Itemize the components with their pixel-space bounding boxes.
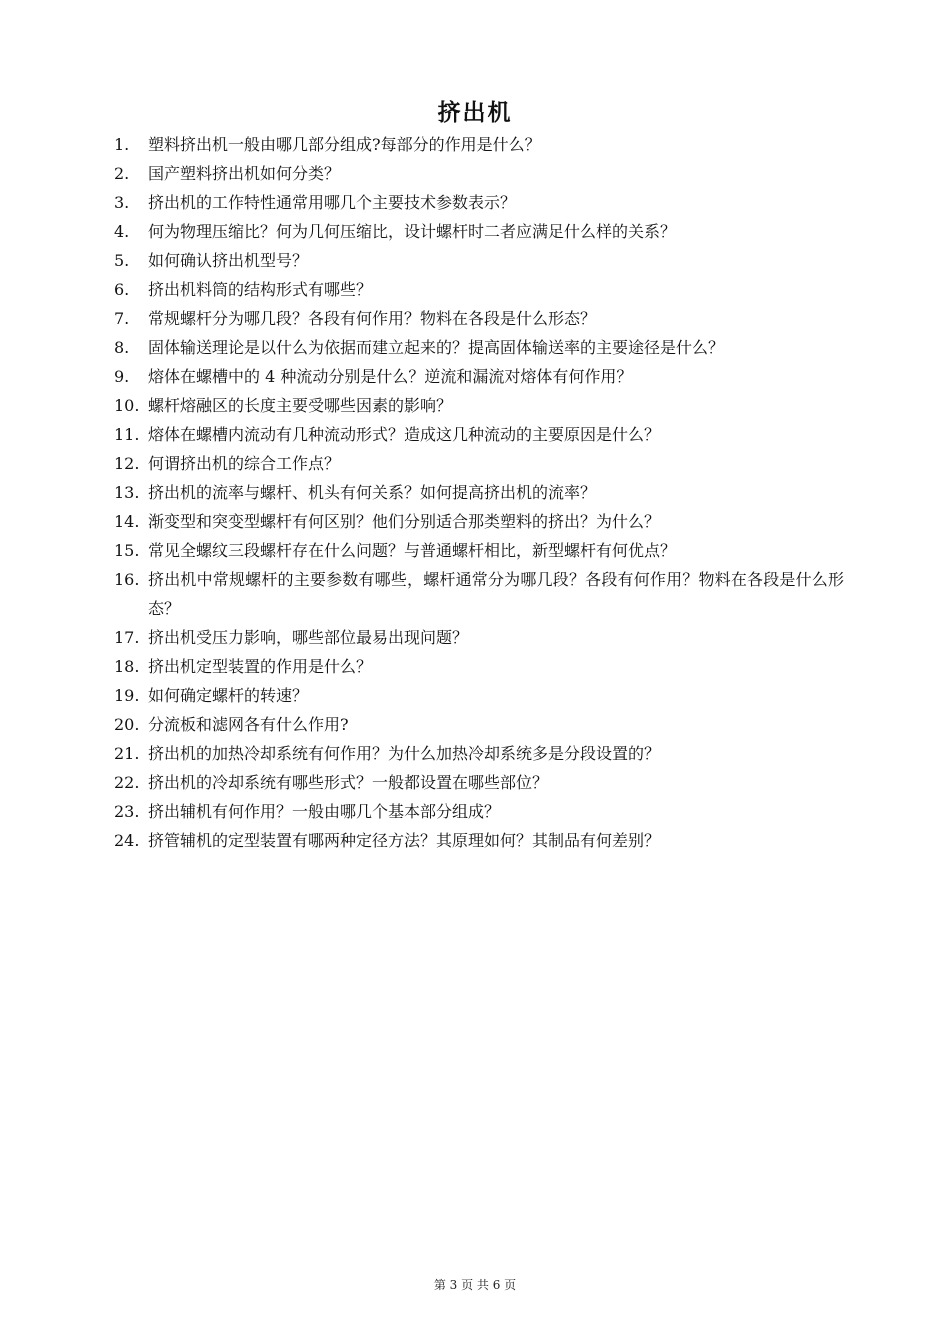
question-item [114, 739, 844, 768]
question-text: 挤出机受压力影响，哪些部位最易出现问题？ [148, 628, 469, 647]
question-item [114, 826, 844, 855]
question-text: 渐变型和突变型螺杆有何区别？他们分别适合那类塑料的挤出？为什么？ [148, 512, 661, 531]
question-text: 塑料挤出机一般由哪几部分组成?每部分的作用是什么？ [148, 135, 541, 154]
question-text: 熔体在螺槽内流动有几种流动形式？造成这几种流动的主要原因是什么？ [148, 425, 661, 444]
question-number: 17. [114, 628, 140, 647]
question-text: 如何确认挤出机型号？ [148, 251, 309, 270]
question-number: 22. [114, 773, 140, 792]
question-text: 挤管辅机的定型装置有哪两种定径方法？其原理如何？其制品有何差别？ [148, 831, 661, 850]
question-list [114, 130, 844, 855]
question-text: 何为物理压缩比？何为几何压缩比，设计螺杆时二者应满足什么样的关系？ [148, 222, 677, 241]
question-text: 常见全螺纹三段螺杆存在什么问题？与普通螺杆相比，新型螺杆有何优点？ [148, 541, 677, 560]
question-number: 4. [114, 222, 130, 241]
question-item [114, 217, 844, 246]
question-number: 15. [114, 541, 140, 560]
question-item [114, 623, 844, 652]
question-number: 9. [114, 367, 130, 386]
question-number: 5. [114, 251, 130, 270]
question-item [114, 304, 844, 333]
question-item [114, 710, 844, 739]
question-number: 13. [114, 483, 140, 502]
question-item [114, 536, 844, 565]
question-number: 11. [114, 425, 140, 444]
question-text: 何谓挤出机的综合工作点？ [148, 454, 341, 473]
question-number: 21. [114, 744, 140, 763]
question-number: 12. [114, 454, 140, 473]
question-text: 挤出辅机有何作用？一般由哪几个基本部分组成？ [148, 802, 501, 821]
question-item [114, 420, 844, 449]
page-footer: 第 3 页 共 6 页 [433, 1278, 517, 1292]
question-item [114, 246, 844, 275]
question-text: 挤出机定型装置的作用是什么？ [148, 657, 373, 676]
question-text: 螺杆熔融区的长度主要受哪些因素的影响？ [148, 396, 453, 415]
question-item [114, 652, 844, 681]
page-title: 挤出机 [437, 99, 513, 126]
question-item [114, 768, 844, 797]
question-text: 熔体在螺槽中的 4 种流动分别是什么？逆流和漏流对熔体有何作用？ [148, 367, 633, 386]
question-text: 固体输送理论是以什么为依据而建立起来的？提高固体输送率的主要途径是什么？ [148, 338, 725, 357]
question-item [114, 188, 844, 217]
question-number: 8. [114, 338, 130, 357]
question-text: 挤出机中常规螺杆的主要参数有哪些，螺杆通常分为哪几段？各段有何作用？物料在各段是什么形态？ [148, 570, 844, 618]
question-item [114, 130, 844, 159]
question-text: 如何确定螺杆的转速？ [148, 686, 309, 705]
question-text: 挤出机的流率与螺杆、机头有何关系？如何提高挤出机的流率？ [148, 483, 597, 502]
question-text: 国产塑料挤出机如何分类？ [148, 164, 341, 183]
question-number: 23. [114, 802, 140, 821]
question-number: 6. [114, 280, 130, 299]
question-item [114, 362, 844, 391]
question-number: 10. [114, 396, 140, 415]
question-text: 挤出机的工作特性通常用哪几个主要技术参数表示？ [148, 193, 517, 212]
question-item [114, 333, 844, 362]
question-number: 16. [114, 570, 140, 589]
question-item [114, 449, 844, 478]
question-number: 19. [114, 686, 140, 705]
question-item [114, 391, 844, 420]
question-number: 3. [114, 193, 130, 212]
question-number: 1. [114, 135, 130, 154]
question-item [114, 159, 844, 188]
question-item [114, 565, 844, 623]
question-number: 18. [114, 657, 140, 676]
question-text: 分流板和滤网各有什么作用? [148, 715, 349, 734]
question-item [114, 478, 844, 507]
question-item [114, 681, 844, 710]
question-number: 14. [114, 512, 140, 531]
question-text: 挤出机料筒的结构形式有哪些？ [148, 280, 373, 299]
question-number: 2. [114, 164, 130, 183]
question-text: 挤出机的加热冷却系统有何作用？为什么加热冷却系统多是分段设置的？ [148, 744, 661, 763]
question-text: 常规螺杆分为哪几段？各段有何作用？物料在各段是什么形态？ [148, 309, 597, 328]
question-item [114, 797, 844, 826]
question-number: 20. [114, 715, 140, 734]
question-item [114, 507, 844, 536]
question-text: 挤出机的冷却系统有哪些形式？一般都设置在哪些部位？ [148, 773, 549, 792]
question-number: 24. [114, 831, 140, 850]
question-item [114, 275, 844, 304]
question-number: 7. [114, 309, 130, 328]
